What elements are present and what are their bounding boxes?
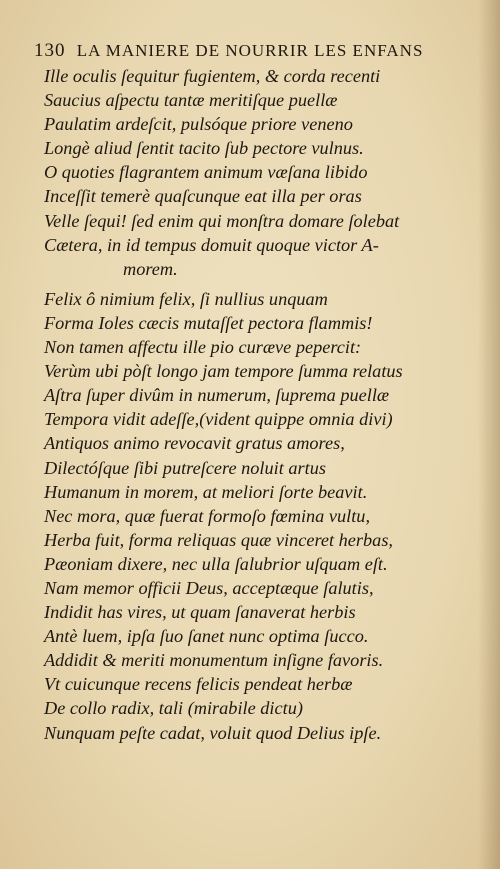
verse-line: Felix ô nimium felix, ſi nullius unquam <box>44 288 328 309</box>
verse-line: Nunquam peſte cadat, voluit quod Delius ipſe. <box>44 722 382 743</box>
verse-line: Pæoniam dixere, nec ulla ſalubrior uſquam eſt. <box>44 553 388 574</box>
running-header <box>34 40 474 62</box>
verse-line: Dilectóſque ſibi putreſcere noluit artus <box>44 457 326 478</box>
verse-text <box>44 64 474 745</box>
verse-line: Paulatim ardeſcit, pulsóque priore veneno <box>44 114 353 135</box>
verse-line: Addidit & meriti monumentum inſigne favoris. <box>44 650 384 671</box>
verse-line: Aſtra ſuper divûm in numerum, ſuprema puellæ <box>44 385 390 406</box>
verse-line: De collo radix, tali (mirabile dictu) <box>44 698 303 719</box>
verse-line: Indidit has vires, ut quam ſanaverat herbis <box>44 602 356 623</box>
verse-line: Verùm ubi pòſt longo jam tempore ſumma relatus <box>44 361 403 382</box>
verse-line: Cætera, in id tempus domuit quoque victor A- <box>44 234 379 255</box>
verse-line: Nam memor officii Deus, acceptæque ſalutis, <box>44 577 374 598</box>
running-title: LA MANIERE DE NOURRIR LES ENFANS <box>76 41 424 60</box>
page-number: 130 <box>34 40 66 61</box>
verse-line: Saucius aſpectu tantæ meritiſque puellæ <box>44 90 338 111</box>
verse-line: Forma Ioles cæcis mutaſſet pectora flammis! <box>44 312 373 333</box>
verse-line: Non tamen affectu ille pio curæve pepercit: <box>44 337 362 358</box>
verse-line-continuation: morem. <box>123 258 178 279</box>
verse-line: Herba fuit, forma reliquas quæ vinceret herbas, <box>44 529 394 550</box>
verse-line: Nec mora, quæ fuerat formoſo fœmina vultu, <box>44 505 371 526</box>
verse-line: Antiquos animo revocavit gratus amores, <box>44 433 345 454</box>
verse-line: Tempora vidit adeſſe,(vident quippe omnia divi) <box>44 409 393 430</box>
verse-line: Inceſſit temerè quaſcunque eat illa per oras <box>44 186 362 207</box>
verse-line: Humanum in morem, at meliori ſorte beavit. <box>44 481 368 502</box>
verse-line: Longè aliud ſentit tacito ſub pectore vulnus. <box>44 138 364 159</box>
verse-line: Ille oculis ſequitur fugientem, & corda recenti <box>44 66 381 86</box>
page-gutter-shadow <box>478 0 500 869</box>
verse-line: O quoties flagrantem animum væſana libido <box>44 162 368 183</box>
verse-line: Vt cuicunque recens felicis pendeat herbæ <box>44 674 353 695</box>
verse-line: Velle ſequi! ſed enim qui monſtra domare ſolebat <box>44 210 400 231</box>
verse-line: Antè luem, ipſa ſuo ſanet nunc optima ſucco. <box>44 626 369 647</box>
